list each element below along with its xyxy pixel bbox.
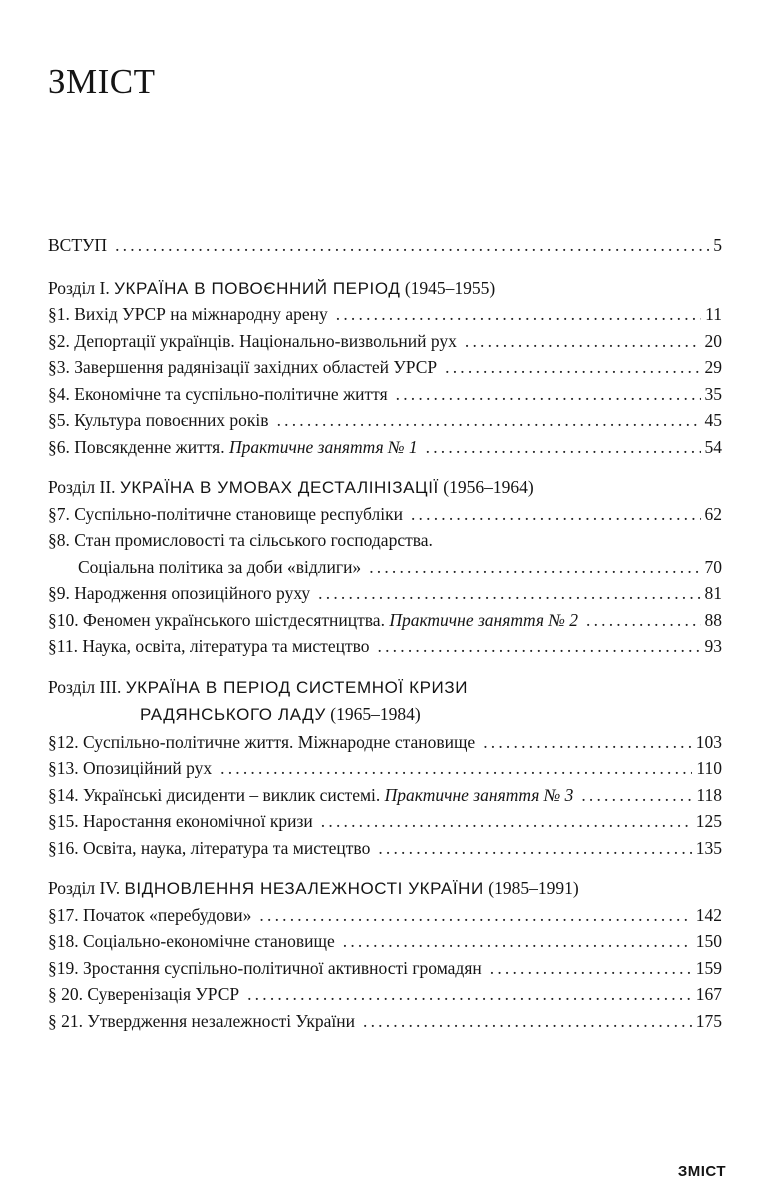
paragraph-number: §2.	[48, 330, 70, 351]
dot-leader	[321, 808, 692, 835]
dot-leader	[277, 407, 701, 434]
entry-title: Культура повоєнних років	[74, 410, 269, 430]
running-footer: ЗМІСТ	[677, 1163, 726, 1180]
paragraph-number: §9.	[48, 583, 70, 603]
toc-entry-label	[48, 928, 335, 955]
toc-entry-label	[48, 354, 437, 381]
toc-entry-label	[48, 955, 482, 982]
toc-entry[interactable]	[48, 835, 722, 862]
toc-entry[interactable]	[48, 633, 722, 660]
toc-entry-label	[48, 633, 370, 660]
toc-page-number: 175	[695, 1010, 722, 1031]
toc-entry[interactable]	[48, 729, 722, 756]
dot-leader	[483, 729, 692, 756]
toc-page-number: 62	[704, 503, 722, 524]
toc-page-number: 54	[704, 436, 722, 457]
toc-entry-intro[interactable]	[48, 232, 722, 259]
toc-entry[interactable]	[48, 955, 722, 982]
dot-leader	[378, 835, 691, 862]
section-title: ВІДНОВЛЕННЯ НЕЗАЛЕЖНОСТІ УКРАЇНИ	[124, 879, 484, 898]
toc-entry[interactable]	[48, 501, 722, 528]
toc-page-number: 167	[695, 984, 722, 1004]
toc-page-number: 142	[695, 904, 722, 925]
paragraph-number: §4.	[48, 383, 70, 404]
paragraph-number: §8.	[48, 530, 70, 550]
toc-section-1	[48, 275, 722, 461]
section-title: УКРАЇНА В ПЕРІОД СИСТЕМНОЇ КРИЗИ	[125, 677, 469, 697]
paragraph-number: §6.	[48, 436, 70, 457]
toc-entry[interactable]	[48, 381, 722, 408]
entry-title: Опозиційний рух	[83, 758, 213, 778]
toc-entry[interactable]	[48, 808, 722, 835]
page-title: ЗМІСТ	[48, 62, 156, 101]
dot-leader	[586, 607, 701, 634]
toc-entry-continuation	[48, 554, 722, 581]
entry-title: Наука, освіта, література та мистецтво	[82, 636, 370, 656]
toc-entry-label	[48, 835, 370, 862]
paragraph-number: §19.	[48, 957, 79, 978]
toc-entry-label	[48, 755, 212, 782]
toc-entry-label	[48, 607, 578, 634]
toc-page-number: 93	[704, 636, 722, 656]
section-heading	[48, 275, 722, 302]
dot-leader	[336, 301, 701, 328]
toc-entry[interactable]	[48, 928, 722, 955]
entry-title: Соціально-економічне становище	[83, 931, 335, 951]
dot-leader	[220, 755, 692, 782]
entry-title: Депортації українців. Національно-визвольний рух	[74, 330, 457, 351]
toc-page-number: 135	[695, 837, 722, 858]
toc-page-number: 11	[705, 304, 722, 324]
dot-leader	[259, 902, 691, 929]
dot-leader	[426, 434, 701, 461]
toc-page-number: 70	[704, 556, 722, 577]
paragraph-number: § 20.	[48, 984, 83, 1004]
entry-title: Стан промисловості та сільського господарства.	[74, 530, 433, 550]
section-title: УКРАЇНА В ПОВОЄННИЙ ПЕРІОД	[114, 278, 401, 298]
dot-leader	[247, 981, 692, 1008]
entry-title: Суспільно-політичне життя. Міжнародне становище	[83, 731, 476, 752]
entry-title: Суверенізація УРСР	[87, 984, 240, 1004]
toc-entry[interactable]	[48, 527, 722, 580]
section-years: (1965–1984)	[330, 704, 421, 724]
paragraph-number: §15.	[48, 811, 79, 831]
practical-lesson-label: Практичне заняття № 3	[384, 784, 574, 805]
dot-leader	[490, 955, 692, 982]
paragraph-number: §14.	[48, 784, 79, 805]
toc-page-number: 5	[713, 235, 722, 255]
toc-page-number: 103	[695, 731, 722, 752]
toc-entry-label	[48, 729, 475, 756]
toc-entry[interactable]	[48, 981, 722, 1008]
toc-entry-label	[48, 501, 403, 528]
toc-entry-label	[48, 407, 269, 434]
toc-section-3	[48, 674, 722, 862]
paragraph-number: §3.	[48, 357, 70, 377]
toc-entry-label	[48, 808, 313, 835]
toc-entry[interactable]	[48, 301, 722, 328]
section-years: (1985–1991)	[488, 878, 579, 898]
toc-section-4	[48, 875, 722, 1034]
toc-entry-label	[48, 381, 388, 408]
toc-entry-label	[48, 902, 251, 929]
paragraph-number: §12.	[48, 731, 79, 752]
dot-leader	[318, 580, 700, 607]
table-of-contents	[48, 232, 722, 1034]
entry-title: Народження опозиційного руху	[74, 583, 311, 603]
paragraph-number: §7.	[48, 503, 70, 524]
toc-entry[interactable]	[48, 607, 722, 634]
entry-title: Суспільно-політичне становище республіки	[74, 503, 403, 524]
entry-title-continued: Соціальна політика за доби «відлиги»	[78, 556, 362, 577]
practical-lesson-label: Практичне заняття № 1	[228, 436, 418, 457]
toc-entry[interactable]	[48, 755, 722, 782]
section-heading	[48, 674, 722, 729]
toc-entry-label: ВСТУП	[48, 235, 108, 255]
toc-page-number: 159	[695, 957, 722, 978]
toc-page-number: 45	[704, 410, 722, 430]
dot-leader	[411, 501, 701, 528]
paragraph-number: §16.	[48, 837, 79, 858]
entry-title: Економічне та суспільно-політичне життя	[74, 383, 388, 404]
paragraph-number: §10.	[48, 609, 79, 630]
toc-entry[interactable]	[48, 902, 722, 929]
dot-leader	[343, 928, 692, 955]
paragraph-number: § 21.	[48, 1010, 83, 1031]
toc-page-number: 88	[704, 609, 722, 630]
section-title-continued: РАДЯНСЬКОГО ЛАДУ	[140, 705, 326, 724]
entry-title: Завершення радянізації західних областей УРСР	[74, 357, 438, 377]
practical-lesson-label: Практичне заняття № 2	[389, 609, 578, 630]
entry-title: Освіта, наука, література та мистецтво	[83, 837, 371, 858]
entry-title: Наростання економічної кризи	[83, 811, 313, 831]
section-heading	[48, 474, 722, 501]
toc-entry[interactable]	[48, 1008, 722, 1035]
toc-page-number: 150	[695, 931, 722, 951]
paragraph-number: §13.	[48, 758, 79, 778]
toc-entry-label	[48, 782, 573, 809]
toc-page-number: 20	[704, 330, 722, 351]
paragraph-number: §11.	[48, 636, 78, 656]
toc-entry[interactable]	[48, 580, 722, 607]
toc-entry[interactable]	[48, 354, 722, 381]
toc-page-number: 29	[704, 357, 722, 377]
section-prefix: Розділ IV.	[48, 878, 121, 898]
entry-title: Початок «перебудови»	[83, 904, 252, 925]
section-title: УКРАЇНА В УМОВАХ ДЕСТАЛІНІЗАЦІЇ	[119, 478, 439, 497]
toc-entry-label	[48, 301, 328, 328]
dot-leader	[396, 381, 701, 408]
entry-title: Феномен українського шістдесятництва.	[83, 609, 385, 630]
entry-title: Українські дисиденти – виклик системі.	[83, 784, 381, 805]
entry-title: Зростання суспільно-політичної активності громадян	[83, 957, 482, 978]
toc-entry[interactable]	[48, 407, 722, 434]
entry-title: Повсякденне життя.	[74, 436, 225, 457]
entry-title: Утвердження незалежності України	[87, 1010, 355, 1031]
toc-entry-label	[48, 981, 239, 1008]
paragraph-number: §18.	[48, 931, 79, 951]
section-heading	[48, 875, 722, 902]
toc-entry-label	[48, 328, 457, 355]
dot-leader	[465, 328, 701, 355]
toc-entry[interactable]	[48, 434, 722, 461]
toc-page-number: 118	[696, 784, 722, 805]
paragraph-number: §1.	[48, 304, 70, 324]
toc-entry-label	[48, 434, 418, 461]
dot-leader	[369, 554, 700, 581]
dot-leader	[115, 232, 709, 259]
dot-leader	[363, 1008, 692, 1035]
section-prefix: Розділ III.	[48, 676, 122, 697]
toc-section-2	[48, 474, 722, 660]
toc-page-number: 110	[696, 758, 722, 778]
toc-entry[interactable]	[48, 328, 722, 355]
toc-page-number: 35	[704, 383, 722, 404]
entry-title: Вихід УРСР на міжнародну арену	[74, 304, 328, 324]
dot-leader	[581, 782, 692, 809]
section-years: (1956–1964)	[443, 477, 534, 497]
section-prefix: Розділ I.	[48, 277, 110, 298]
toc-entry-label	[48, 527, 722, 554]
dot-leader	[445, 354, 700, 381]
dot-leader	[378, 633, 701, 660]
paragraph-number: §5.	[48, 410, 70, 430]
section-prefix: Розділ II.	[48, 477, 116, 497]
toc-entry-label	[48, 580, 310, 607]
toc-entry[interactable]	[48, 782, 722, 809]
toc-entry-label	[48, 1008, 355, 1035]
paragraph-number: §17.	[48, 904, 79, 925]
toc-page-number: 125	[695, 811, 722, 831]
toc-page-number: 81	[704, 583, 722, 603]
section-years: (1945–1955)	[404, 277, 496, 298]
